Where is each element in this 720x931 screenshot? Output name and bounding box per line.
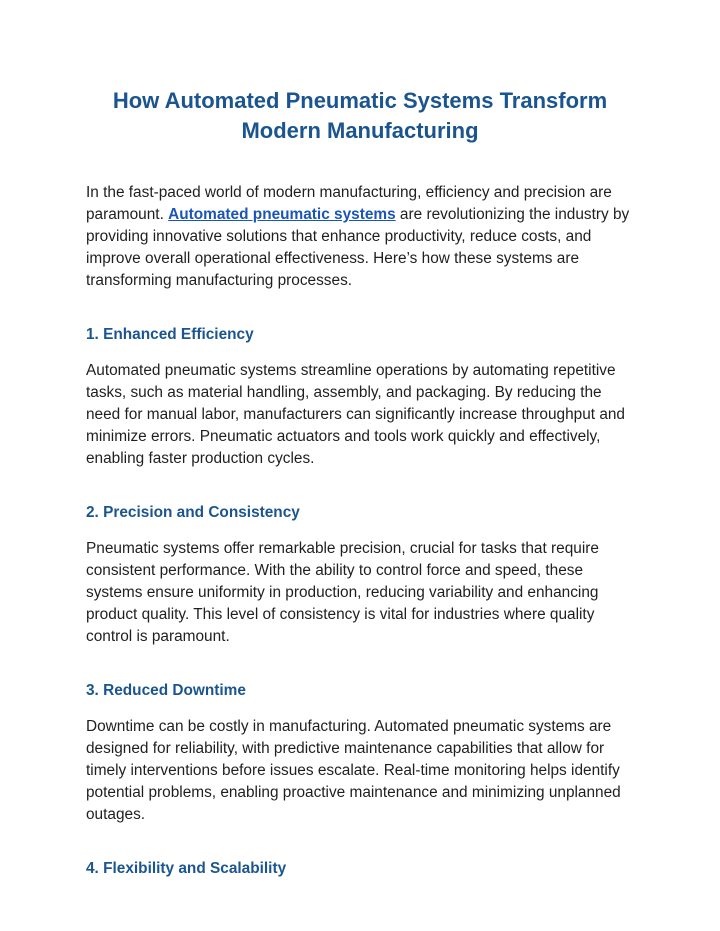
section-body-precision-consistency: Pneumatic systems offer remarkable precision, crucial for tasks that require consistent performance. With the ability to control force and speed, these systems ensure uniformity in production, reducing variability and enhancing product quality. This level of consistency is vital for industries where quality control is paramount. (86, 540, 599, 645)
section-heading-enhanced-efficiency: 1. Enhanced Efficiency (86, 326, 254, 343)
automated-pneumatic-systems-link[interactable]: Automated pneumatic systems (168, 206, 396, 223)
intro-text-after-link: are revolutionizing the industry by providing innovative solutions that enhance productivity, reduce costs, and improve overall operational effectiveness. Here’s how these systems are transforming manufacturing processes. (86, 206, 630, 289)
section-heading-flexibility-scalability: 4. Flexibility and Scalability (86, 860, 287, 877)
document-title: How Automated Pneumatic Systems Transform Modern Manufacturing (112, 88, 608, 143)
intro-text-before-link: In the fast-paced world of modern manufacturing, efficiency and precision are paramount. (86, 184, 612, 223)
section-body-enhanced-efficiency: Automated pneumatic systems streamline operations by automating repetitive tasks, such as material handling, assembly, and packaging. By reducing the need for manual labor, manufacturers can significantly increase throughput and minimize errors. Pneumatic actuators and tools work quickly and effectively, enabling faster production cycles. (86, 362, 625, 467)
section-heading-reduced-downtime: 3. Reduced Downtime (86, 682, 246, 699)
section-body-reduced-downtime: Downtime can be costly in manufacturing. Automated pneumatic systems are designed for reliability, with predictive maintenance capabilities that allow for timely interventions before issues escalate. Real-time monitoring helps identify potential problems, enabling proactive maintenance and minimizing unplanned outages. (86, 718, 621, 823)
intro-paragraph (86, 182, 634, 292)
section-heading-precision-consistency: 2. Precision and Consistency (86, 504, 300, 521)
